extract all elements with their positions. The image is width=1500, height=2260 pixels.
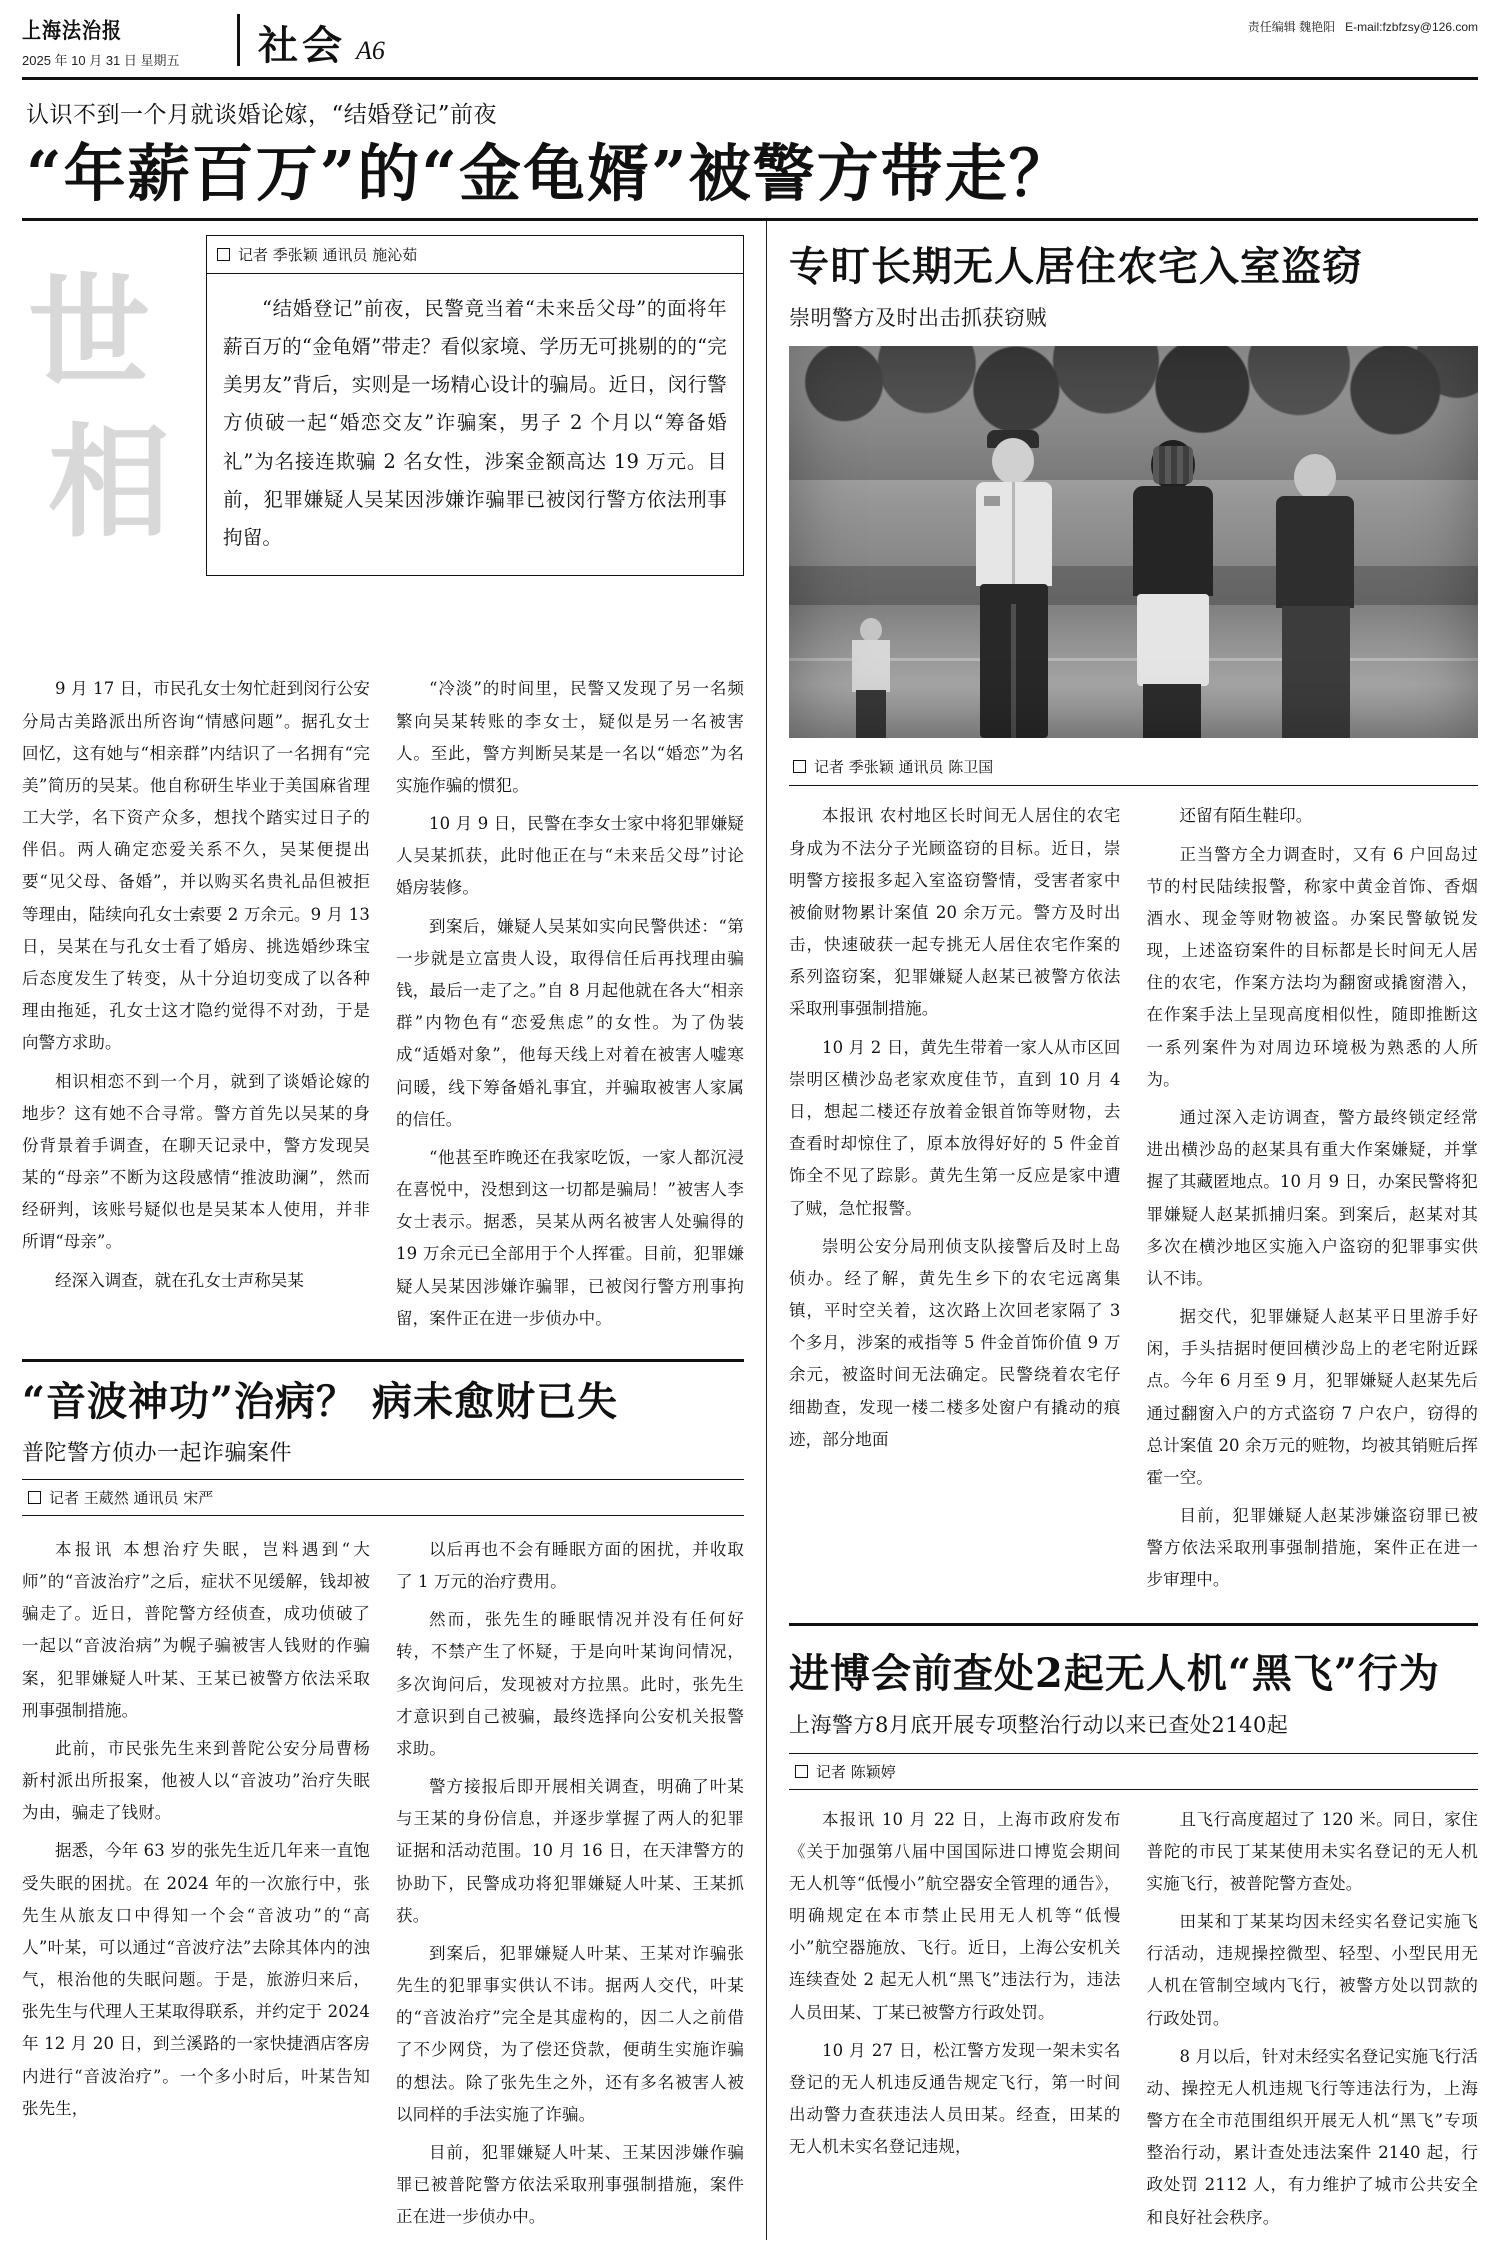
paragraph: 本报讯 农村地区长时间无人居住的农宅身成为不法分子光顾盗窃的目标。近日，崇明警方接报多起入室盗窃警情，受害者家中被偷财物累计案值 20 余万元。警方及时出击，快速破获一起专挑无人居住农宅作案的系列盗窃案，犯罪嫌疑人赵某已被警方依法采取刑事强制措施。 [789, 806, 1121, 1019]
paragraph: 此前，市民张先生来到普陀公安分局曹杨新村派出所报案，他被人以“音波功”治疗失眠为由，骗走了钱财。 [22, 1738, 370, 1823]
paragraph: 相识相恋不到一个月，就到了谈婚论嫁的地步？这有她不合寻常。警方首先以吴某的身份背景着手调查，在聊天记录中，警方发现吴某的“母亲”不断为这段感情“推波助澜”，然而经研判，该账号疑似也是吴某本人使用，并非所谓“母亲”。 [22, 1071, 370, 1252]
publication-date: 2025 年 10 月 31 日 星期五 [22, 53, 180, 68]
paragraph: 然而，张先生的睡眠情况并没有任何好转，不禁产生了怀疑，于是向叶某询问情况，多次询问后，发现被对方拉黑。此时，张先生才意识到自己被骗，最终选择向公安机关报警求助。 [396, 1610, 744, 1758]
story3-photo-credit-text: 记者 季张颖 通讯员 陈卫国 [814, 758, 994, 777]
editor-email: E-mail:fzbfzsy@126.com [1345, 20, 1478, 34]
paragraph: 目前，犯罪嫌疑人赵某涉嫌盗窃罪已被警方依法采取刑事强制措施，案件正在进一步审理中。 [1146, 1506, 1478, 1590]
editor-label: 责任编辑 [1247, 20, 1296, 34]
paragraph: 警方接报后即开展相关调查，明确了叶某与王某的身份信息，并逐步掌握了两人的犯罪证据和活动范围。10 月 16 日，在天津警方的协助下，民警成功将犯罪嫌疑人叶某、王某抓获。 [396, 1777, 744, 1925]
story2-byline [22, 1479, 744, 1516]
paragraph: 正当警方全力调查时，又有 6 户回岛过节的村民陆续报警，称家中黄金首饰、香烟酒水、现金等财物被盗。办案民警敏锐发现，上述盗窃案件的目标都是长时间无人居住的农宅，作案方法均为翻窗或撬窗潜入，在作案手法上呈现高度相似性，随即推断这一系列案件为对周边环境极为熟悉的人所为。 [1146, 844, 1478, 1089]
main-content [22, 221, 1478, 2239]
paragraph: 据交代，犯罪嫌疑人赵某平日里游手好闲，手头拮据时便回横沙岛上的老宅附近踩点。今年 6 月至 9 月，犯罪嫌疑人赵某先后通过翻窗入户的方式盗窃 7 户农户，窃得的总计案值 20 余万元的赃物，均被其销赃后挥霍一空。 [1146, 1307, 1478, 1487]
story2-headline: “音波神功”治病？ 病未愈财已失 [22, 1377, 618, 1425]
left-column [22, 221, 767, 2239]
paragraph: “冷淡”的时间里，民警又发现了另一名频繁向吴某转账的李女士，疑似是另一名被害人。至此，警方判断吴某是一名以“婚恋”为名实施作骗的惯犯。 [396, 679, 744, 795]
paragraph: 10 月 27 日，松江警方发现一架未实名登记的无人机违反通告规定飞行，第一时间出动警力查获违法人员田某。经查，田某的无人机未实名登记违规， [789, 2040, 1121, 2157]
story4-headline: 进博会前查处2起无人机“黑飞”行为 [789, 1649, 1440, 1697]
watermark-char-1: 世 [28, 260, 150, 405]
paragraph: “他甚至昨晚还在我家吃饭，一家人都沉浸在喜悦中，没想到这一切都是骗局！”被害人李女士表示。据悉，吴某从两名被害人处骗得的 19 万余元已全部用于个人挥霍。目前，犯罪嫌疑人吴某因涉嫌诈骗罪，已被闵行警方刑事拘留，案件正在进一步侦办中。 [396, 1147, 744, 1328]
story2-byline-text: 记者 王葳然 通讯员 宋严 [49, 1488, 214, 1507]
watermark-decoration [22, 235, 192, 655]
story3-subhead: 崇明警方及时出击抓获窃贼 [789, 306, 1047, 331]
kicker: 认识不到一个月就谈婚论嫁，“结婚登记”前夜 [26, 102, 498, 128]
story2-body-col2 [396, 1534, 744, 2240]
editor-info [1248, 14, 1478, 35]
story1-byline [207, 236, 743, 274]
story2-subhead: 普陀警方侦办一起诈骗案件 [22, 1440, 293, 1466]
paragraph: 9 月 17 日，市民孔女士匆忙赶到闵行公安分局古美路派出所咨询“情感问题”。据孔女士回忆，这有她与“相亲群”内结识了一名拥有“完美”简历的吴某。他自称研生毕业于美国麻省理工大学，名下资产众多，想找个踏实过日子的伴侣。两人确定恋爱关系不久，吴某便提出要“见父母、备婚”，并以购买名贵礼品但被拒等理由，陆续向孔女士索要 2 万余元。9 月 13 日，吴某在与孔女士看了婚房、挑选婚纱珠宝后态度发生了转变，从十分迫切变成了以各种理由拖延，孔女士这才隐约觉得不对劲，于是向警方求助。 [22, 679, 370, 1053]
paragraph: 据悉，今年 63 岁的张先生近几年来一直饱受失眠的困扰。在 2024 年的一次旅行中，张先生从旅友口中得知一个会“音波功”的“高人”叶某，可以通过“音波疗法”去除其体内的浊气，根治他的失眠问题。于是，旅游归来后，张先生与代理人王某取得联系，并约定于 2024 年 12 月 20 日，到兰溪路的一家快捷酒店客房内进行“音波治疗”。一个多小时后，叶某告知张先生， [22, 1841, 370, 2118]
story4-subhead: 上海警方8月底开展专项整治行动以来已查处2140起 [789, 1712, 1289, 1737]
story4-byline [789, 1753, 1478, 1790]
section-rule [22, 1359, 744, 1362]
story4-byline-text: 记者 陈颖婷 [816, 1762, 896, 1781]
paragraph: 到案后，犯罪嫌疑人叶某、王某对诈骗张先生的犯罪事实供认不讳。据两人交代，叶某的“音波治疗”完全是其虚构的，因二人之前借了不少网贷，为了偿还贷款，便萌生实施诈骗的想法。除了张先生之外，还有多名被害人被以同样的手法实施了诈骗。 [396, 1943, 744, 2124]
paragraph: 8 月以后，针对未经实名登记实施飞行活动、操控无人机违规飞行等违法行为，上海警方在全市范围组织开展无人机“黑飞”专项整治行动，累计查处违法案件 2140 起，行政处罚 2112 人，有力维护了城市公共安全和良好社会秩序。 [1146, 2046, 1478, 2227]
paragraph: 目前，犯罪嫌疑人叶某、王某因涉嫌作骗罪已被普陀警方依法采取刑事强制措施，案件正在进一步侦办中。 [396, 2142, 744, 2227]
story3-headline: 专盯长期无人居住农宅入室盗窃 [789, 243, 1363, 291]
story2-body-col1 [22, 1534, 370, 2240]
masthead-divider [237, 14, 240, 66]
paragraph: 田某和丁某某均因未经实名登记实施飞行活动，违规操控微型、轻型、小型民用无人机在管制空域内飞行，被警方处以罚款的行政处罚。 [1146, 1912, 1478, 2028]
page-number: A6 [356, 36, 385, 65]
watermark-char-2: 相 [48, 410, 170, 555]
story4-body [789, 1804, 1478, 2240]
story1-body [22, 673, 744, 1340]
paragraph: 且飞行高度超过了 120 米。同日，家住普陀的市民丁某某使用未实名登记的无人机实施飞行，被普陀警方查处。 [1146, 1809, 1478, 1893]
story4-body-col1 [789, 1804, 1121, 2240]
publication-logo: 上海法治报 [22, 18, 123, 44]
square-bullet-icon [217, 248, 230, 261]
paragraph: 以后再也不会有睡眠方面的困扰，并收取了 1 万元的治疗费用。 [396, 1539, 744, 1592]
story3-photo-credit [789, 748, 1478, 786]
story3-body-col2 [1147, 800, 1479, 1602]
page-title: “年薪百万”的“金龟婿”被警方带走？ [26, 137, 1073, 210]
story1-intro-box [206, 235, 744, 575]
story3-body [789, 800, 1478, 1602]
masthead-left [22, 14, 237, 69]
masthead [22, 14, 1478, 80]
story1-body-col1 [22, 673, 370, 1340]
story1-standfirst: “结婚登记”前夜，民警竟当着“未来岳父母”的面将年薪百万的“金龟婿”带走？看似家境、学历无可挑剔的的“完美男友”背后，实则是一场精心设计的骗局。近日，闵行警方侦破一起“婚恋交友”诈骗案，男子 2 个月以“筹备婚礼”为名接连欺骗 2 名女性，涉案金额高达 19 万元。目前，犯罪嫌疑人吴某因涉嫌诈骗罪已被闵行警方依法刑事拘留。 [223, 297, 727, 549]
story3-photo [789, 346, 1478, 738]
section-label [258, 14, 1248, 71]
section-name: 社会 [258, 22, 346, 69]
paragraph: 通过深入走访调查，警方最终锁定经常进出横沙岛的赵某具有重大作案嫌疑，并掌握了其藏匿地点。10 月 9 日，办案民警将犯罪嫌疑人赵某抓捕归案。到案后，赵某对其多次在横沙地区实施入户盗窃的犯罪事实供认不讳。 [1146, 1107, 1478, 1288]
square-bullet-icon [28, 1491, 41, 1504]
photo-vignette [789, 346, 1478, 738]
right-column [767, 221, 1478, 2239]
paragraph: 本报讯 本想治疗失眠，岂料遇到“大师”的“音波治疗”之后，症状不见缓解，钱却被骗走了。近日，普陀警方经侦查，成功侦破了一起以“音波治病”为幌子骗被害人钱财的作骗案，犯罪嫌疑人叶某、王某已被警方依法采取刑事强制措施。 [22, 1539, 370, 1720]
paragraph: 经深入调查，就在孔女士声称吴某 [55, 1270, 304, 1290]
lead-headline-block [22, 80, 1478, 221]
editor-name: 魏艳阳 [1299, 20, 1336, 34]
paragraph: 还留有陌生鞋印。 [1179, 806, 1313, 826]
story1-body-col2 [396, 673, 744, 1340]
story1-intro-module [22, 235, 744, 655]
story3-body-col1 [789, 800, 1121, 1602]
story2-body [22, 1534, 744, 2240]
paragraph: 10 月 2 日，黄先生带着一家人从市区回崇明区横沙岛老家欢度佳节，直到 10 月 4 日，想起二楼还存放着金银首饰等财物，去查看时却惊住了，原本放得好好的 5 件金首饰全不见了踪影。黄先生第一反应是家中遭了贼，急忙报警。 [789, 1037, 1121, 1218]
paragraph: 本报讯 10 月 22 日，上海市政府发布《关于加强第八届中国国际进口博览会期间无人机等“低慢小”航空器安全管理的通告》，明确规定在本市禁止民用无人机等“低慢小”航空器施放、飞行。近日，上海公安机关连续查处 2 起无人机“黑飞”违法行为，违法人员田某、丁某已被警方行政处罚。 [789, 1809, 1121, 2022]
square-bullet-icon [793, 760, 806, 773]
story1-byline-text: 记者 季张颖 通讯员 施沁茹 [238, 246, 418, 265]
paragraph: 10 月 9 日，民警在李女士家中将犯罪嫌疑人吴某抓获，此时他正在与“未来岳父母”讨论婚房装修。 [396, 814, 744, 898]
square-bullet-icon [795, 1765, 808, 1778]
paragraph: 到案后，嫌疑人吴某如实向民警供述：“第一步就是立富贵人设，取得信任后再找理由骗钱，最后一走了之。”自 8 月起他就在各大“相亲群”内物色有“恋爱焦虑”的女性。为了伪装成“适婚对象”，他每天线上对着在被害人嘘寒问暖，线下筹备婚礼事宜，并骗取被害人家属的信任。 [396, 916, 744, 1129]
section-rule [789, 1623, 1478, 1626]
story4-body-col2 [1147, 1804, 1479, 2240]
paragraph: 崇明公安分局刑侦支队接警后及时上岛侦办。经了解，黄先生乡下的农宅远离集镇，平时空关着，这次路上次回老家隔了 3 个多月，涉案的戒指等 5 件金首饰价值 9 万余元，被盗时间无法确定。民警绕着农宅仔细勘查，发现一楼二楼多处窗户有撬动的痕迹，部分地面 [789, 1236, 1121, 1449]
